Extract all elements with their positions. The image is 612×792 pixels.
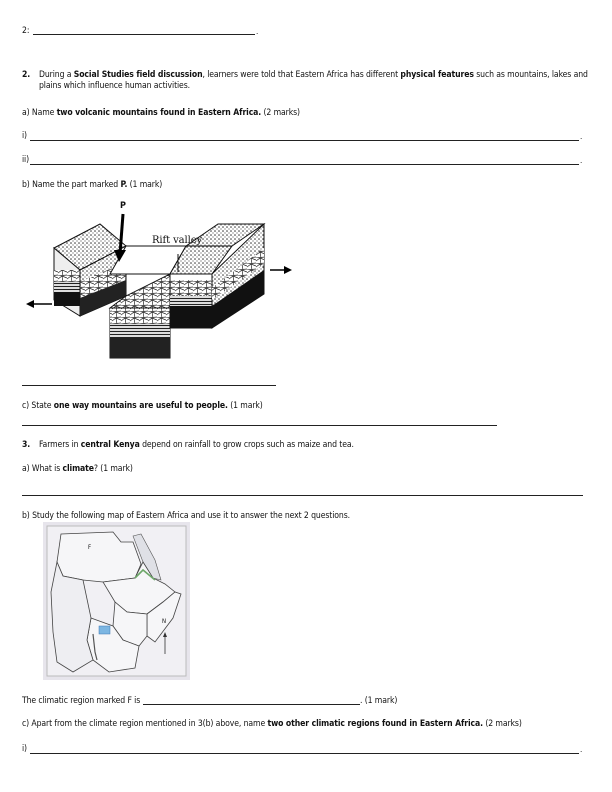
- answer-line-q2b[interactable]: [22, 385, 276, 386]
- text-run: one way mountains are useful to people.: [53, 401, 228, 411]
- q2c-question: [22, 401, 263, 411]
- answer-line-q3a[interactable]: [22, 495, 583, 496]
- answer-line-q2c[interactable]: [22, 425, 497, 426]
- answer-line-q2a-i[interactable]: [30, 140, 579, 141]
- text-run: a) What is: [22, 464, 63, 474]
- text-run: (2 marks): [482, 719, 522, 729]
- q3-number: 3.: [22, 440, 31, 450]
- valley-layer-rock: [110, 308, 170, 324]
- text-run: P.: [120, 180, 128, 190]
- q3-intro: [39, 440, 354, 450]
- q2a-i-label: i): [22, 131, 27, 141]
- answer-line-q3b[interactable]: [143, 704, 360, 705]
- text-run: a) Name: [22, 108, 57, 118]
- text-run: such as mountains, lakes and: [473, 70, 588, 80]
- right-layer-lines: [170, 296, 212, 306]
- text-run: Social Studies field discussion: [73, 70, 203, 80]
- text-run: two volcanic mountains found in Eastern Africa.: [56, 108, 262, 118]
- text-run: two other climatic regions found in Eastern Africa.: [267, 719, 483, 729]
- text-run: Farmers in: [39, 440, 81, 450]
- text-run: , learners were told that Eastern Africa has different: [202, 70, 401, 80]
- q3b-climatic-suffix: . (1 mark): [360, 696, 398, 706]
- line-end: .: [580, 745, 583, 754]
- text-run: central Kenya: [80, 440, 140, 450]
- q3b-question: b) Study the following map of Eastern Africa and use it to answer the next 2 questions.: [22, 511, 350, 521]
- q3a-question: [22, 464, 133, 474]
- lake-victoria: [99, 626, 110, 634]
- q2-intro-line2: plains which influence human activities.: [39, 81, 190, 91]
- map-north-label: N: [162, 618, 166, 625]
- q3b-climatic-prefix: The climatic region marked F is: [22, 696, 141, 706]
- text-run: During a: [39, 70, 74, 80]
- text-run: (1 mark): [227, 401, 263, 411]
- line-end: .: [580, 156, 583, 165]
- text-run: c) State: [22, 401, 54, 411]
- q2-number: 2.: [22, 70, 31, 80]
- q2b-question: [22, 180, 162, 190]
- text-run: physical features: [400, 70, 474, 80]
- q2a-ii-label: ii): [22, 155, 30, 165]
- valley-layer-lines: [110, 324, 170, 338]
- text-run: c) Apart from the climate region mentioned in 3(b) above, name: [22, 719, 268, 729]
- right-arrowhead: [284, 266, 292, 274]
- line-end: .: [580, 132, 583, 141]
- q3c-question: [22, 719, 522, 729]
- rift-valley-diagram: [22, 198, 302, 368]
- right-layer-rock: [170, 280, 212, 296]
- rift-valley-label: Rift valley: [152, 235, 203, 246]
- text-run: depend on rainfall to grow crops such as maize and tea.: [139, 440, 354, 450]
- text-run: climate: [62, 464, 94, 474]
- p-label: P: [120, 201, 126, 211]
- answer-line-q2a-ii[interactable]: [30, 164, 579, 165]
- q3c-i-label: i): [22, 744, 27, 754]
- q2-intro: [39, 70, 588, 80]
- map-label-f: F: [88, 544, 92, 551]
- answer-line-top[interactable]: [33, 34, 255, 35]
- text-run: (2 marks): [261, 108, 300, 118]
- q2a-question: [22, 108, 300, 118]
- top-label: 2:: [22, 26, 30, 36]
- left-layer-3: [54, 292, 80, 306]
- text-run: b) Name the part marked: [22, 180, 121, 190]
- text-run: (1 mark): [127, 180, 163, 190]
- valley-layer-dark: [110, 338, 170, 358]
- right-layer-dark: [170, 306, 212, 328]
- left-layer-2: [54, 282, 80, 292]
- line-end: .: [256, 27, 259, 36]
- eastern-africa-map: [43, 522, 190, 680]
- left-arrowhead: [26, 300, 34, 308]
- answer-line-q3c-i[interactable]: [30, 753, 579, 754]
- left-layer-1: [54, 270, 80, 282]
- text-run: ? (1 mark): [93, 464, 133, 474]
